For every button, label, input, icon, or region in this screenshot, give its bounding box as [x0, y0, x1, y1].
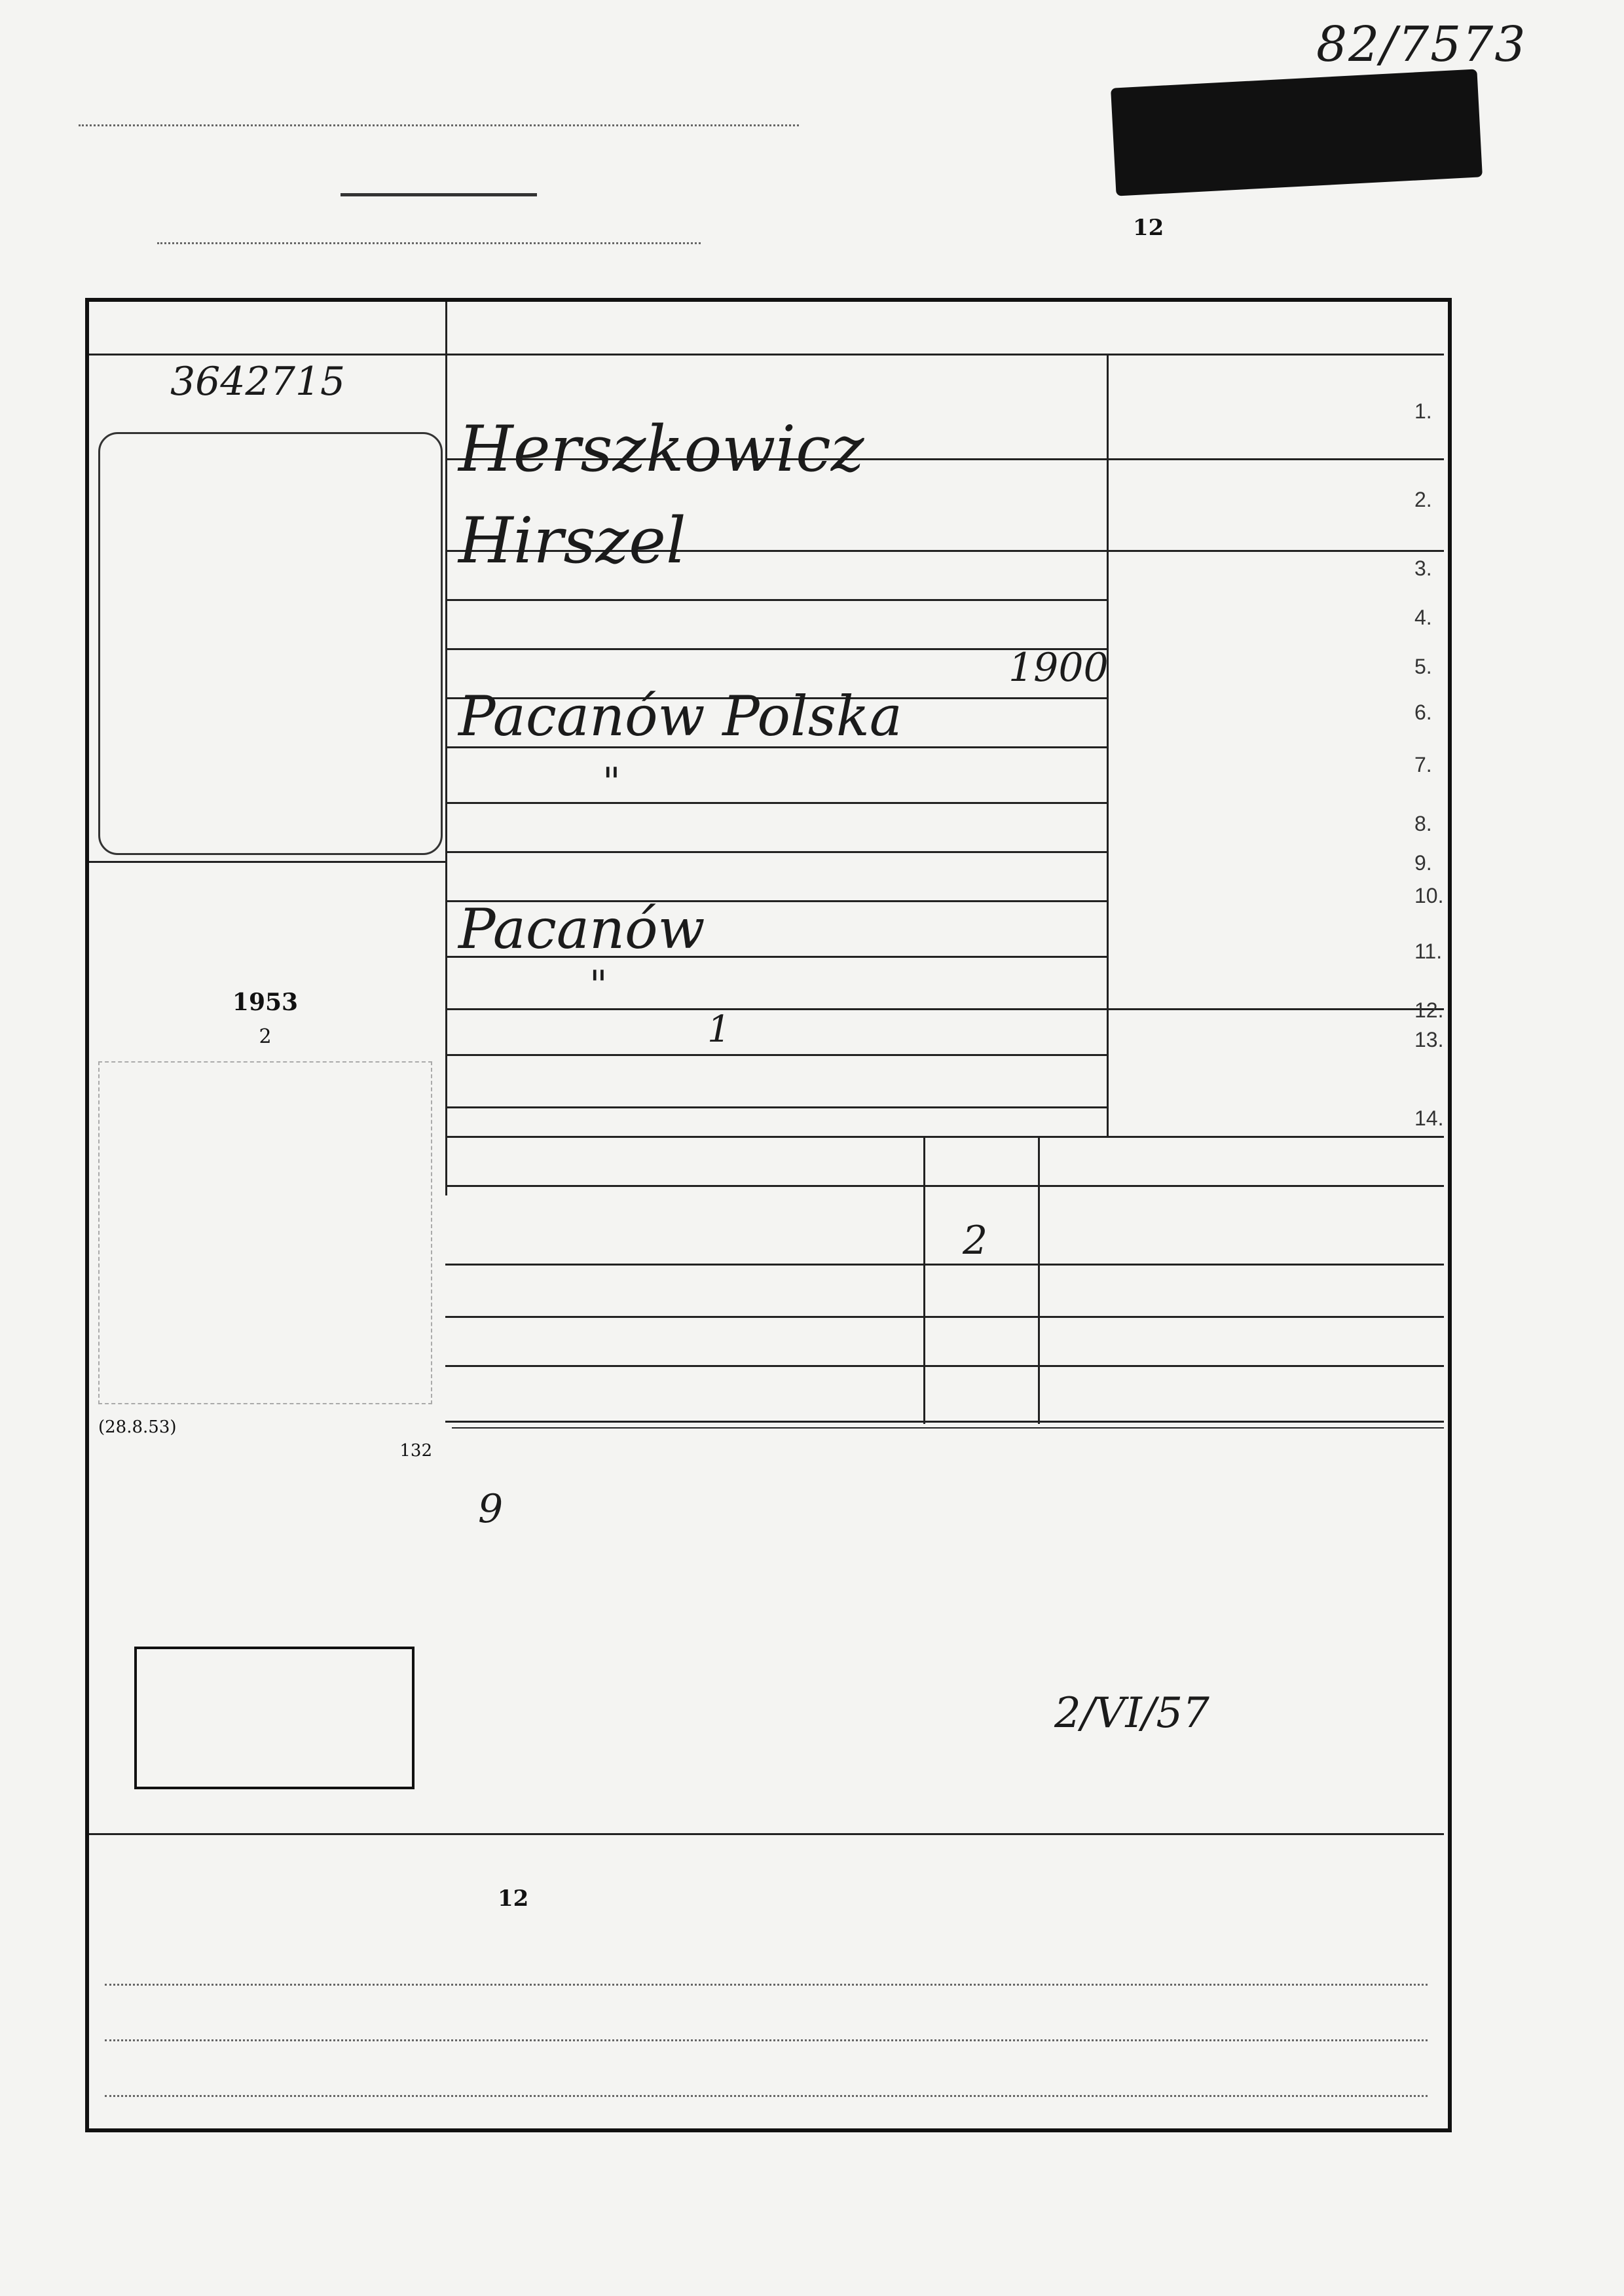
photo-placeholder	[98, 432, 443, 855]
field-number: 4.	[1414, 606, 1432, 629]
law-year: 1953	[232, 989, 299, 1016]
honorary-certificate-box	[134, 1647, 415, 1789]
row-line-14	[445, 1136, 1444, 1138]
children-table-row-line-2	[445, 1316, 1444, 1318]
row-line-3	[445, 599, 1107, 601]
children-table-row-line-3	[445, 1365, 1444, 1367]
footer-line-placeholder-3	[105, 2075, 1428, 2097]
field-number: 8.	[1414, 812, 1432, 835]
document-number: 82/7573	[1316, 16, 1527, 73]
field-number: 13.	[1414, 1028, 1444, 1051]
law-ref-number: 132	[399, 1441, 432, 1461]
surname-latin: Herszkowicz	[458, 412, 864, 486]
footer-line-placeholder-2	[105, 2020, 1428, 2041]
birth-year: 1900	[1008, 645, 1109, 691]
institution-header-placeholder	[79, 98, 799, 126]
field-number: 9.	[1414, 851, 1432, 875]
field-number: 3.	[1414, 556, 1432, 580]
note-line	[452, 1427, 1444, 1429]
law-text-placeholder	[98, 1061, 432, 1404]
footer-address: 12	[498, 1886, 529, 1912]
children-table-divider-2	[1038, 1136, 1040, 1424]
field-number: 6.	[1414, 701, 1432, 724]
testimony-house-number: 9	[478, 1486, 504, 1532]
birth-place-latin: Pacanów Polska	[458, 684, 902, 748]
yad-vashem-logo	[1111, 69, 1483, 196]
page-title-placeholder	[341, 154, 537, 196]
page-subtitle-placeholder	[157, 216, 701, 244]
left-column-divider	[445, 302, 447, 1195]
label-column-divider	[1107, 354, 1109, 1136]
given-name-latin: Hirszel	[458, 504, 686, 577]
residence-ditto: "	[602, 759, 621, 805]
children-table-bottom-line	[445, 1421, 1444, 1423]
field-number: 5.	[1414, 655, 1432, 678]
row-line-7	[445, 802, 1107, 804]
children-table-row-line-1	[445, 1264, 1444, 1266]
child-age: 2	[963, 1218, 988, 1264]
field-number: 1.	[1414, 399, 1432, 423]
address-line: 12	[1133, 215, 1164, 241]
approval-number: 3642715	[170, 359, 346, 405]
field-number-column	[1414, 399, 1444, 1131]
field-number: 12.	[1414, 998, 1444, 1022]
field-number: 14.	[1414, 1106, 1444, 1130]
row-line-4	[445, 648, 1107, 650]
law-text-block	[98, 917, 432, 1461]
children-table-header-line	[445, 1185, 1444, 1187]
death-place-ditto: "	[589, 962, 608, 1008]
war-place-latin: Pacanów	[458, 897, 705, 961]
children-table-divider-1	[923, 1136, 925, 1424]
row-line-8	[445, 851, 1107, 853]
top-divider	[89, 354, 1444, 355]
field-number: 11.	[1414, 939, 1443, 963]
footer-divider	[89, 1833, 1444, 1835]
law-section: 2	[259, 1025, 272, 1048]
signature-date: 2/VI/57	[1054, 1689, 1209, 1738]
footer-line-placeholder-1	[105, 1964, 1428, 1986]
row-line-11	[445, 1008, 1444, 1010]
row-line-13	[445, 1106, 1107, 1108]
field-number: 7.	[1414, 753, 1432, 776]
field-number: 2.	[1414, 488, 1432, 511]
row-line-12	[445, 1054, 1107, 1056]
law-ref-date: (28.8.53)	[98, 1417, 177, 1437]
left-divider	[89, 861, 445, 863]
field-number: 10.	[1414, 884, 1444, 907]
children-count: 1	[707, 1008, 731, 1051]
